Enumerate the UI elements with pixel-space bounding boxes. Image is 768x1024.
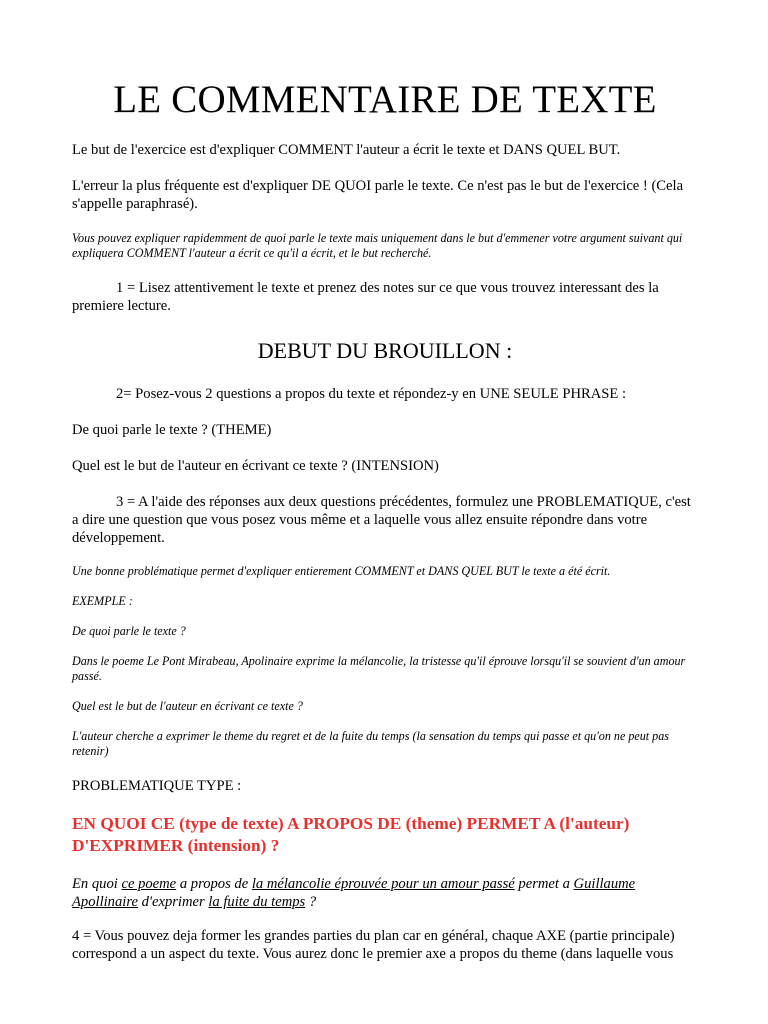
document-page [72, 0, 698, 963]
problematique-note: Une bonne problématique permet d'expliquer entierement COMMENT et DANS QUEL BUT le texte a été écrit. [72, 564, 611, 578]
example-text: permet a [514, 876, 574, 892]
example-answer-intension: L'auteur cherche a exprimer le theme du regret et de la fuite du temps (la sensation du temps qui passe et qu'on ne peut pas retenir) [72, 729, 669, 758]
example-question-theme: De quoi parle le texte ? [72, 624, 186, 638]
paragraph-common-error: L'erreur la plus fréquente est d'expliquer DE QUOI parle le texte. Ce n'est pas le but de l'exercice ! (Cela s'appelle paraphrasé). [72, 178, 684, 212]
document-title: LE COMMENTAIRE DE TEXTE [113, 78, 657, 121]
example-label: EXEMPLE : [72, 594, 133, 608]
step-1-paragraph: 1 = Lisez attentivement le texte et prenez des notes sur ce que vous trouvez interessant des la premiere lecture. [72, 280, 659, 314]
example-text: En quoi [72, 876, 122, 892]
question-intension: Quel est le but de l'auteur en écrivant ce texte ? (INTENSION) [72, 458, 439, 474]
paragraph-italic-note: Vous pouvez expliquer rapidemment de quoi parle le texte mais uniquement dans le but d'emmener votre argument suivant qui expliquera COMMENT l'auteur a écrit ce qu'il a écrit, et le but recherché. [72, 231, 683, 260]
problematique-template-heading: EN QUOI CE (type de texte) A PROPOS DE (theme) PERMET A (l'auteur) D'EXPRIMER (intension) ? [72, 814, 630, 855]
paragraph-goal: Le but de l'exercice est d'expliquer COMMENT l'auteur a écrit le texte et DANS QUEL BUT. [72, 142, 621, 158]
problematique-example [72, 875, 698, 911]
example-text: ? [305, 894, 317, 910]
example-question-intension: Quel est le but de l'auteur en écrivant ce texte ? [72, 699, 303, 713]
step-4-paragraph: 4 = Vous pouvez deja former les grandes parties du plan car en général, chaque AXE (partie principale) correspond a un aspect du texte. Vous aurez donc le premier axe a propos du theme (dans laquelle vous [72, 928, 675, 962]
example-answer-theme: Dans le poeme Le Pont Mirabeau, Apolinaire exprime la mélancolie, la tristesse qu'il éprouve lorsqu'il se souvient d'un amour passé. [72, 654, 686, 683]
example-text: d'exprimer [137, 894, 209, 910]
step-3-paragraph: 3 = A l'aide des réponses aux deux questions précédentes, formulez une PROBLEMATIQUE, c'est a dire une question que vous posez vous même et a laquelle vous allez ensuite répondre dans votre développement. [72, 494, 691, 546]
example-underlined-type: ce poeme [121, 876, 177, 892]
question-theme: De quoi parle le texte ? (THEME) [72, 422, 272, 438]
example-text: a propos de [176, 876, 252, 892]
example-underlined-intension: la fuite du temps [208, 894, 306, 910]
step-2-paragraph: 2= Posez-vous 2 questions a propos du texte et répondez-y en UNE SEULE PHRASE : [116, 386, 627, 402]
example-underlined-theme: la mélancolie éprouvée pour un amour passé [251, 876, 515, 892]
section-heading-brouillon: DEBUT DU BROUILLON : [257, 338, 513, 363]
example-underlined-author: Guillaume Apollinaire [72, 876, 636, 910]
problematique-type-label: PROBLEMATIQUE TYPE : [72, 778, 242, 794]
